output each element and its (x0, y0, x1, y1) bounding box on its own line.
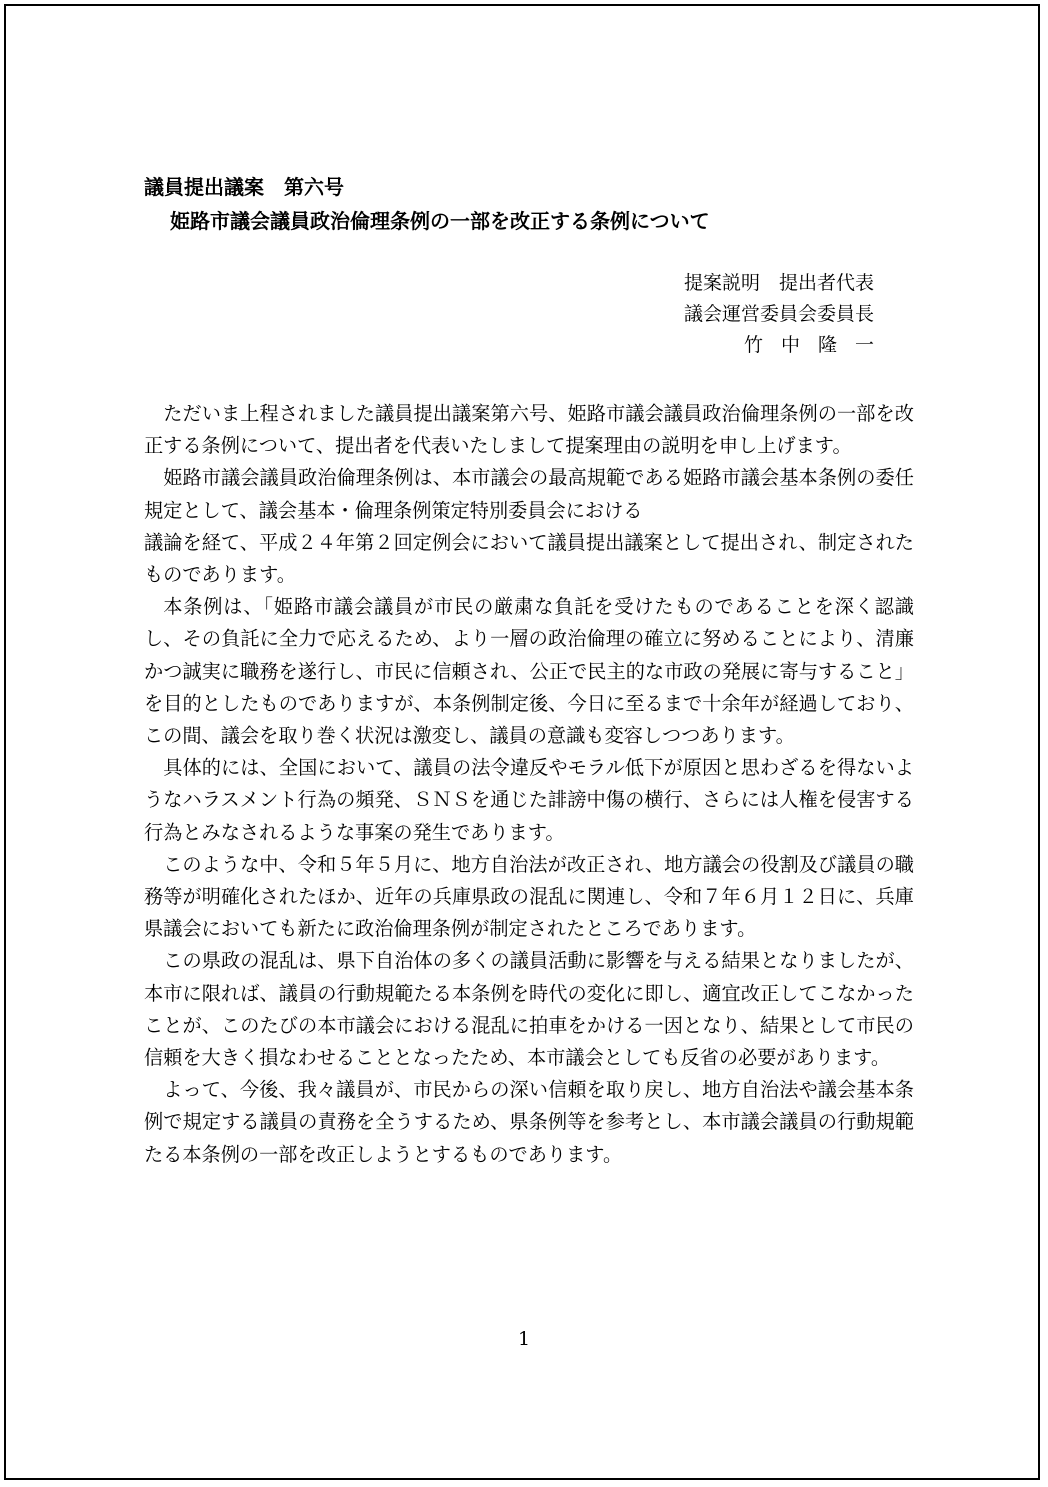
paragraph: このような中、令和５年５月に、地方自治法が改正され、地方議会の役割及び議員の職務等が明確化されたほか、近年の兵庫県政の混乱に関連し、令和７年６月１２日に、兵庫県議会においても新たに政治倫理条例が制定されたところであります。 (144, 852, 914, 941)
paragraph: 本条例は、「姫路市議会議員が市民の厳粛な負託を受けたものであることを深く認識し、その負託に全力で応えるため、より一層の政治倫理の確立に努めることにより、清廉かつ誠実に職務を遂行し、市民に信頼され、公正で民主的な市政の発展に寄与すること」を目的としたものでありますが、本条例制定後、今日に至るまで十余年が経過しており、この間、議会を取り巻く状況は激変し、議員の意識も変容しつつあります。 (144, 595, 914, 748)
document-page (4, 4, 1040, 1480)
explanation-body (144, 398, 914, 1171)
paragraph: 議論を経て、平成２４年第２回定例会において議員提出議案として提出され、制定されたものであります。 (144, 530, 914, 587)
page-number: 1 (517, 1328, 531, 1350)
paragraph: よって、今後、我々議員が、市民からの深い信頼を取り戻し、地方自治法や議会基本条例で規定する議員の責務を全うするため、県条例等を参考とし、本市議会議員の行動規範たる本条例の一部を改正しようとするものであります。 (144, 1078, 914, 1166)
paragraph: ただいま上程されました議員提出議案第六号、姫路市議会議員政治倫理条例の一部を改正する条例について、提出者を代表いたしまして提案理由の説明を申し上げます。 (144, 402, 914, 458)
paragraph: 具体的には、全国において、議員の法令違反やモラル低下が原因と思わざるを得ないようなハラスメント行為の頻発、ＳＮＳを通じた誹謗中傷の横行、さらには人権を侵害する行為とみなされるような事案の発生であります。 (144, 756, 914, 844)
proposer-committee: 議会運営委員会委員長 (683, 303, 874, 325)
bill-heading: 議員提出議案 第六号 (144, 175, 344, 199)
proposer-name: 竹中隆一 (743, 334, 892, 356)
proposer-role: 提案説明 提出者代表 (683, 272, 874, 294)
paragraph: この県政の混乱は、県下自治体の多くの議員活動に影響を与える結果となりましたが、本市に限れば、議員の行動規範たる本条例を時代の変化に即し、適宜改正してこなかったことが、このたびの本市議会における混乱に拍車をかける一因となり、結果として市民の信頼を大きく損なわせることとなったため、本市議会としても反省の必要があります。 (144, 949, 914, 1070)
paragraph: 姫路市議会議員政治倫理条例は、本市議会の最高規範である姫路市議会基本条例の委任規定として、議会基本・倫理条例策定特別委員会における (144, 466, 914, 522)
proposer-block (474, 268, 892, 361)
bill-title: 姫路市議会議員政治倫理条例の一部を改正する条例について (170, 209, 710, 233)
